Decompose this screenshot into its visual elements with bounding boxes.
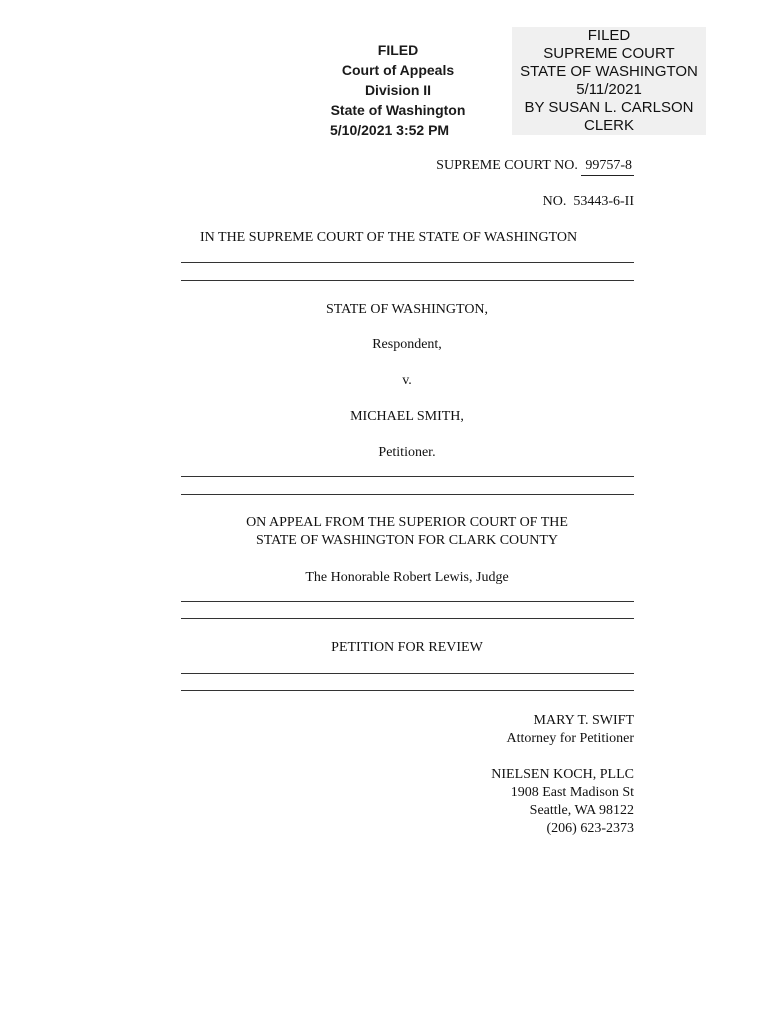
- law-firm-name: NIELSEN KOCH, PLLC: [491, 767, 634, 782]
- divider-line: [181, 673, 634, 674]
- coa-number-value: 53443-6-II: [573, 194, 634, 209]
- appeal-line-1: ON APPEAL FROM THE SUPERIOR COURT OF THE: [246, 515, 568, 530]
- sc-stamp-line: STATE OF WASHINGTON: [520, 63, 698, 80]
- versus: v.: [402, 373, 412, 388]
- supreme-court-case-number: [436, 158, 634, 176]
- divider-line: [181, 476, 634, 477]
- firm-address-street: 1908 East Madison St: [510, 785, 634, 800]
- appeal-line-2: STATE OF WASHINGTON FOR CLARK COUNTY: [255, 533, 559, 548]
- supreme-court-filing-stamp: [512, 27, 706, 135]
- sc-stamp-line: 5/11/2021: [576, 81, 642, 98]
- attorney-role: Attorney for Petitioner: [506, 731, 634, 746]
- coa-number-label: NO.: [542, 194, 567, 209]
- supreme-court-number-value: 99757-8: [581, 158, 634, 176]
- divider-line: [181, 262, 634, 263]
- divider-line: [181, 601, 634, 602]
- court-heading: IN THE SUPREME COURT OF THE STATE OF WASHINGTON: [200, 230, 578, 245]
- coa-stamp-line: FILED: [377, 42, 419, 58]
- divider-line: [181, 618, 634, 619]
- attorney-block: [491, 712, 634, 838]
- sc-stamp-line: FILED: [587, 27, 631, 44]
- spacer: [491, 748, 634, 766]
- defendant-name: MICHAEL SMITH,: [350, 409, 464, 424]
- coa-stamp-datetime: 5/10/2021 3:52 PM: [330, 122, 450, 138]
- coa-stamp-line: State of Washington: [330, 102, 466, 118]
- judge-name: The Honorable Robert Lewis, Judge: [305, 570, 509, 585]
- supreme-court-number-label: SUPREME COURT NO.: [436, 158, 578, 173]
- sc-stamp-line: CLERK: [583, 117, 635, 134]
- plaintiff-role: Respondent,: [372, 337, 442, 352]
- attorney-name: MARY T. SWIFT: [533, 713, 634, 728]
- divider-line: [181, 494, 634, 495]
- sc-stamp-line: SUPREME COURT: [543, 45, 675, 62]
- firm-address-city: Seattle, WA 98122: [529, 803, 634, 818]
- coa-filing-stamp: [322, 40, 474, 140]
- defendant-role: Petitioner.: [378, 445, 436, 460]
- plaintiff-name: STATE OF WASHINGTON,: [325, 302, 489, 317]
- coa-stamp-line: Division II: [364, 82, 432, 98]
- divider-line: [181, 690, 634, 691]
- coa-stamp-line: Court of Appeals: [341, 62, 455, 78]
- sc-stamp-line: BY SUSAN L. CARLSON: [524, 99, 694, 116]
- divider-line: [181, 280, 634, 281]
- firm-phone: (206) 623-2373: [546, 821, 634, 836]
- coa-case-number: [543, 194, 634, 210]
- document-title: PETITION FOR REVIEW: [331, 640, 483, 655]
